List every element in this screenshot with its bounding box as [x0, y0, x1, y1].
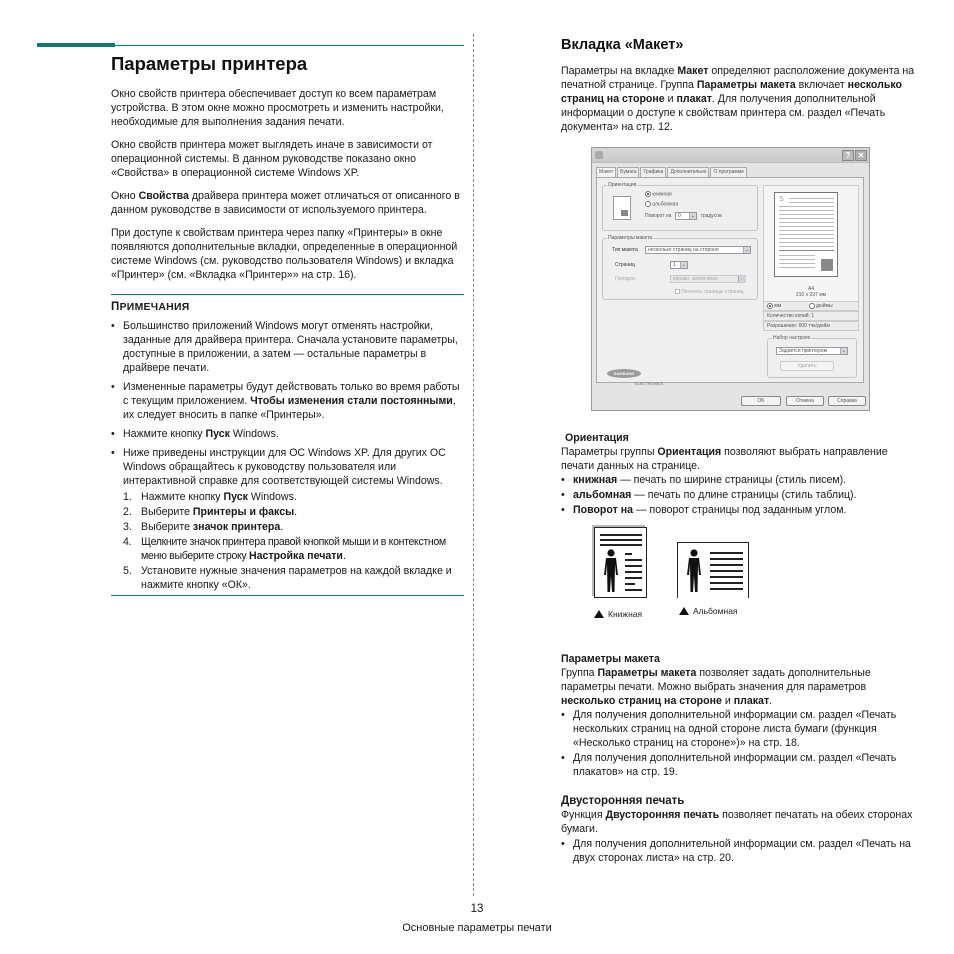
printer-properties-dialog: [591, 147, 870, 411]
layout-type-label: Тип макета: [612, 247, 638, 253]
chevron-down-icon: ⌄: [841, 348, 847, 354]
list-item: • Нажмите кнопку Пуск Windows.: [111, 427, 464, 441]
orientation-heading: Ориентация: [565, 432, 629, 444]
samsung-logo: SAMSUNG: [607, 369, 641, 378]
layout-options-section: [561, 652, 921, 780]
paragraph: Окно Свойства драйвера принтера может отличаться от описанного в данном руководстве в зависимости от используемого принтера.: [111, 190, 460, 216]
layout-options-group: [602, 235, 758, 300]
dialog-titlebar: [592, 148, 869, 163]
landscape-caption: Альбомная: [679, 604, 738, 618]
layout-type-select[interactable]: несколько страниц на стороне ⌄: [645, 246, 751, 254]
step-item: 4. Щелкните значок принтера правой кнопкой мыши и в контекстном меню выберите строку Настройка печати.: [123, 536, 446, 562]
tab-about[interactable]: О программе: [710, 167, 747, 177]
paragraph: Окно свойств принтера может выглядеть иначе в зависимости от операционной системы. В данном руководстве показано окно «Свойства» в операционной системе Windows XP.: [111, 139, 433, 179]
tab-paper[interactable]: Бумага: [617, 167, 639, 177]
landscape-illustration: [677, 542, 749, 598]
paper-size: A4: [807, 286, 815, 292]
chevron-down-icon: ⌄: [690, 213, 696, 219]
section-title: Вкладка «Макет»: [561, 37, 684, 53]
notes-rule: [111, 294, 464, 295]
electronics-label: ELECTRONICS: [635, 381, 664, 386]
orientation-section: [561, 431, 921, 518]
paragraph: При доступе к свойствам принтера через папку «Принтеры» в окне появляются дополнительные вкладки, определенные в операционной системе Windows (см. руководство пользователя Windows) и вкладка «Принтер» (см. «Вкладка «Принтер»» на стр. 16).: [111, 227, 458, 281]
chevron-down-icon: ⌄: [681, 262, 687, 268]
layout-text: Группа Параметры макета позволяет задать дополнительные параметры печати. Можно выбрать значения для параметров несколько страниц на стороне и плакат.: [561, 667, 871, 707]
ok-button[interactable]: OK: [741, 396, 781, 406]
rotate-select[interactable]: 0 ⌄: [675, 212, 697, 220]
group-label: Ориентация: [608, 182, 637, 188]
step-item: 3. Выберите значок принтера.: [123, 521, 284, 533]
steps-list: [123, 490, 464, 592]
right-column: [561, 36, 921, 143]
units-row: [763, 301, 859, 311]
tab-extras[interactable]: Дополнительно: [667, 167, 709, 177]
footer-chapter: Основные параметры печати: [402, 922, 552, 934]
group-label: Параметры макета: [608, 235, 653, 241]
person-icon: [602, 549, 620, 593]
chevron-down-icon: ⌄: [744, 247, 750, 253]
delete-preset-button[interactable]: Удалить: [780, 361, 834, 371]
layout-list: [561, 708, 921, 779]
column-divider: [473, 34, 474, 896]
duplex-heading: Двусторонняя печать: [561, 795, 685, 807]
triangle-icon: [594, 610, 604, 618]
tab-layout[interactable]: Макет: [596, 167, 616, 178]
left-column: [111, 53, 464, 593]
layout-panel: [596, 177, 864, 386]
list-item: • Измененные параметры будут действовать только во время работы с текущим приложением. Чтобы изменения стали постоянными, их следует вносить в папке «Принтеры».: [111, 380, 464, 422]
list-item: • Ниже приведены инструкции для ОС Windows XP. Для других ОС Windows обращайтесь к руководству пользователя или интерактивной справке для соответствующей системы Windows.: [111, 446, 464, 488]
list-item: • Для получения дополнительной информации см. раздел «Печать нескольких страниц на одной стороне листа бумаги (функция «Несколько страниц на стороне»)» на стр. 18.: [561, 708, 921, 750]
portrait-illustration: [594, 527, 647, 598]
orientation-group: [602, 182, 758, 231]
dialog-tabs: [596, 167, 748, 177]
tab-graphics[interactable]: Графика: [640, 167, 666, 177]
page-number: 13: [470, 903, 484, 915]
order-label: Порядок:: [615, 276, 637, 282]
pages-label: Страниц: [615, 262, 635, 268]
step-item: 1. Нажмите кнопку Пуск Windows.: [123, 491, 297, 503]
mm-radio[interactable]: мм: [767, 303, 781, 309]
list-item: • книжная — печать по ширине страницы (стиль писем).: [561, 473, 921, 487]
printer-icon: [595, 151, 603, 159]
orientation-text: Параметры группы Ориентация позволяют выбрать направление печати данных на странице.: [561, 446, 888, 472]
rotate-label: Поворот на: [645, 213, 672, 219]
header-rule-thin: [115, 45, 464, 46]
rotate-unit: градусов: [701, 213, 722, 219]
duplex-list: [561, 837, 921, 865]
page-title: Параметры принтера: [111, 53, 308, 74]
copies-info: Количество копий: 1: [763, 311, 859, 321]
list-item: • Для получения дополнительной информации см. раздел «Печать плакатов» на стр. 19.: [561, 751, 921, 779]
header-rule-thick: [37, 43, 115, 47]
orientation-list: [561, 473, 921, 517]
list-item: • альбомная — печать по длине страницы (стиль таблиц).: [561, 488, 921, 502]
landscape-radio[interactable]: альбомная: [645, 201, 678, 207]
presets-group: [767, 335, 857, 378]
layout-heading: Параметры макета: [561, 653, 660, 665]
help-title-button[interactable]: ?: [842, 150, 854, 161]
intro-paragraph: Параметры на вкладке Макет определяют расположение документа на печатной странице. Группа Параметры макета включает несколько страниц на стороне и плакат. Для получения дополнительной информации о доступе к свойствам принтера см. раздел «Печать документа» на стр. 12.: [561, 65, 915, 133]
presets-select[interactable]: Задается принтером ⌄: [776, 347, 848, 355]
portrait-caption: Книжная: [594, 607, 642, 621]
orientation-page-icon: [613, 196, 631, 220]
list-item: • Большинство приложений Windows могут отменять настройки, заданные для драйвера принтера. Сначала установите параметры, доступные в приложении, а затем — остальные параметры в драйвере печати.: [111, 319, 464, 375]
step-item: 2. Выберите Принтеры и факсы.: [123, 506, 298, 518]
chevron-down-icon: ⌄: [739, 276, 745, 282]
duplex-section: [561, 794, 921, 870]
paragraph: Окно свойств принтера обеспечивает доступ ко всем параметрам устройства. В этом окне можно просмотреть и изменить настройки, необходимые для выполнения задания печати.: [111, 88, 444, 128]
cancel-button[interactable]: Отмена: [786, 396, 824, 406]
person-icon: [685, 549, 703, 593]
close-button[interactable]: ✕: [855, 150, 867, 161]
notes-list: [111, 319, 464, 488]
portrait-radio[interactable]: книжная: [645, 191, 672, 197]
notes-bottom-rule: [111, 595, 464, 596]
notes-heading: ПРИМЕЧАНИЯ: [111, 301, 190, 313]
pages-select[interactable]: 1 ⌄: [670, 261, 688, 269]
paper-dimensions: 210 x 297 мм: [795, 292, 827, 298]
preview-page: S: [774, 192, 838, 277]
inch-radio[interactable]: дюймы: [809, 303, 833, 309]
help-button[interactable]: Справка: [828, 396, 866, 406]
group-label: Набор настроек: [773, 335, 811, 341]
order-select[interactable]: вправо, затем вниз ⌄: [670, 275, 746, 283]
resolution-info: Разрешение: 600 тчк/дюйм: [763, 321, 859, 331]
print-borders-checkbox[interactable]: Печатать границы страниц: [675, 289, 744, 295]
list-item: • Поворот на — поворот страницы под заданным углом.: [561, 503, 921, 517]
duplex-text: Функция Двусторонняя печать позволяет печатать на обеих сторонах бумаги.: [561, 809, 913, 835]
step-item: 5. Установите нужные значения параметров на каждой вкладке и нажмите кнопку «ОК».: [123, 565, 452, 591]
list-item: • Для получения дополнительной информации см. раздел «Печать на двух сторонах листа» на стр. 20.: [561, 837, 921, 865]
triangle-icon: [679, 607, 689, 615]
